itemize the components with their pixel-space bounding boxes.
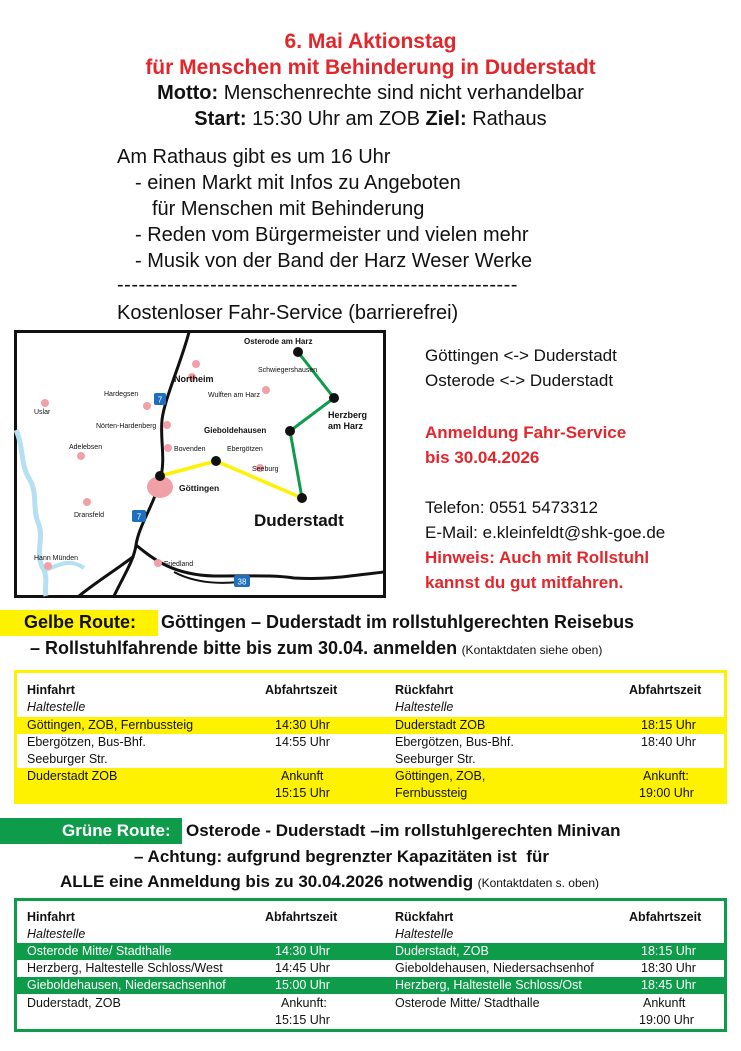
cell-rueck-stop: Duderstadt ZOB <box>395 718 486 732</box>
table-header <box>17 909 724 943</box>
cell-rueck-arrival-label: Ankunft <box>643 996 686 1010</box>
cell-rueck-time: 19:00 Uhr <box>639 1013 694 1027</box>
map-label-herzberg: Herzberg <box>328 410 368 420</box>
header-hinfahrt: Hinfahrt <box>27 910 75 924</box>
cell-hin-time: 14:30 Uhr <box>275 718 330 732</box>
svg-text:7: 7 <box>157 395 163 405</box>
hinweis-line-1: Hinweis: Auch mit Rollstuhl <box>425 548 650 567</box>
green-note: (Kontaktdaten s. oben) <box>477 876 599 890</box>
motto-text: Menschenrechte sind nicht verhandelbar <box>223 82 584 104</box>
road-shield-7b <box>132 510 146 522</box>
svg-text:7: 7 <box>136 512 142 522</box>
table-row <box>17 995 724 1029</box>
map-label-osterode-am-harz: Osterode am Harz <box>244 337 313 346</box>
cell-hin-stop: Duderstadt ZOB <box>27 769 118 783</box>
intro-line-1: Am Rathaus gibt es um 16 Uhr <box>117 146 391 168</box>
map-label-bovenden: Bovenden <box>174 446 206 453</box>
map-label-northeim: Northeim <box>174 374 214 384</box>
hinweis-line-2: kannst du gut mitfahren. <box>425 573 624 592</box>
header-abfahrtszeit-2: Abfahrtszeit <box>629 683 702 697</box>
divider: -------------------------------------------------------- <box>117 274 518 296</box>
start-ziel-line <box>0 108 741 131</box>
map-label-duderstadt: Duderstadt <box>254 511 344 530</box>
cell-hin-time: 14:30 Uhr <box>275 944 330 958</box>
start-text: 15:30 Uhr am ZOB <box>252 108 420 130</box>
email-line[interactable]: E-Mail: e.kleinfeldt@shk-goe.de <box>425 523 666 542</box>
cell-hin-arrival-label: Ankunft <box>281 769 324 783</box>
road-shield-38 <box>234 575 250 587</box>
intro-line-4: - Reden vom Bürgermeister und vielen mehr <box>135 224 529 246</box>
cell-hin-stop: Gieboldehausen, Niedersachsenhof <box>27 978 226 992</box>
table-row <box>17 717 724 734</box>
header-abfahrtszeit-2: Abfahrtszeit <box>629 910 702 924</box>
cell-rueck-time: 18:15 Uhr <box>641 718 696 732</box>
cell-rueck-stop-2: Seeburger Str. <box>395 752 476 766</box>
sub-haltestelle-1: Haltestelle <box>27 700 86 714</box>
route-map <box>14 330 386 598</box>
table-row <box>17 943 724 960</box>
cell-rueck-time: 18:45 Uhr <box>641 978 696 992</box>
green-line-3-wrap <box>60 872 599 892</box>
sub-haltestelle-1: Haltestelle <box>27 927 86 941</box>
intro-line-3: für Menschen mit Behinderung <box>152 198 425 220</box>
cell-hin-arrival-label: Ankunft: <box>281 996 327 1010</box>
map-label-adelebsen: Adelebsen <box>69 444 103 451</box>
cell-rueck-time: 18:30 Uhr <box>641 961 696 975</box>
green-schedule-table <box>14 898 727 1032</box>
yellow-note: (Kontaktdaten siehe oben) <box>461 643 603 657</box>
yellow-line-2-wrap <box>30 638 602 659</box>
cell-rueck-arrival-label: Ankunft: <box>643 769 689 783</box>
route-line-2: Osterode <-> Duderstadt <box>425 371 614 390</box>
header-abfahrtszeit-1: Abfahrtszeit <box>265 910 338 924</box>
header-hinfahrt: Hinfahrt <box>27 683 75 697</box>
intro-line-5: - Musik von der Band der Harz Weser Werke <box>135 250 533 272</box>
sub-haltestelle-2: Haltestelle <box>395 700 454 714</box>
cell-rueck-stop-2: Fernbussteig <box>395 786 468 800</box>
cell-rueck-time: 18:40 Uhr <box>641 735 696 749</box>
map-label-dransfeld: Dransfeld <box>74 512 104 519</box>
map-label-hardegsen: Hardegsen <box>104 391 139 398</box>
cell-rueck-stop: Herzberg, Haltestelle Schloss/Ost <box>395 978 582 992</box>
cell-rueck-time: 19:00 Uhr <box>639 786 694 800</box>
yellow-heading: Göttingen – Duderstadt im rollstuhlgerechten Reisebus <box>161 612 635 632</box>
map-label-hann-münden: Hann Münden <box>34 555 78 562</box>
route-line-1: Göttingen <-> Duderstadt <box>425 346 617 365</box>
map-label-seeburg: Seeburg <box>252 466 279 473</box>
cell-hin-stop: Ebergötzen, Bus-Bhf. <box>27 735 146 749</box>
cell-hin-stop-2: Seeburger Str. <box>27 752 108 766</box>
yellow-line-2: – Rollstuhlfahrende bitte bis zum 30.04. anmelden <box>30 638 458 658</box>
cell-hin-stop: Osterode Mitte/ Stadthalle <box>27 944 172 958</box>
cell-hin-stop: Göttingen, ZOB, Fernbussteig <box>27 718 194 732</box>
service-line: Kostenloser Fahr-Service (barrierefrei) <box>117 302 459 324</box>
motto-label: Motto: <box>157 82 219 104</box>
map-label-uslar: Uslar <box>34 409 51 416</box>
green-line-2: – Achtung: aufgrund begrenzter Kapazitäten ist für <box>134 847 549 866</box>
telefon-line[interactable]: Telefon: 0551 5473312 <box>425 498 598 517</box>
cell-hin-stop: Duderstadt, ZOB <box>27 996 121 1010</box>
cell-rueck-time: 18:15 Uhr <box>641 944 696 958</box>
cell-rueck-stop: Gieboldehausen, Niedersachsenhof <box>395 961 594 975</box>
cell-hin-time: 14:45 Uhr <box>275 961 330 975</box>
anmeldung-line-2: bis 30.04.2026 <box>425 448 540 467</box>
cell-rueck-stop: Duderstadt, ZOB <box>395 944 489 958</box>
sub-haltestelle-2: Haltestelle <box>395 927 454 941</box>
ziel-label: Ziel: <box>425 108 467 130</box>
map-label-wulften-am-harz: Wulften am Harz <box>208 392 260 399</box>
cell-hin-time: 15:15 Uhr <box>275 786 330 800</box>
green-label: Grüne Route: <box>62 821 171 840</box>
ziel-text: Rathaus <box>472 108 547 130</box>
green-heading: Osterode - Duderstadt –im rollstuhlgerechten Minivan <box>186 821 621 840</box>
motto-line <box>0 82 741 105</box>
header-abfahrtszeit-1: Abfahrtszeit <box>265 683 338 697</box>
map-label-ebergötzen: Ebergötzen <box>227 446 263 453</box>
header-rueckfahrt: Rückfahrt <box>395 683 454 697</box>
svg-text:38: 38 <box>237 577 247 587</box>
map-label-schwiegershausen: Schwiegershausen <box>258 367 318 374</box>
title-line-1: 6. Mai Aktionstag <box>284 30 457 53</box>
cell-rueck-stop: Göttingen, ZOB, <box>395 769 486 783</box>
table-row <box>17 734 724 768</box>
map-label-nörten-hardenberg: Nörten-Hardenberg <box>96 423 157 430</box>
cell-hin-time: 14:55 Uhr <box>275 735 330 749</box>
anmeldung-line-1: Anmeldung Fahr-Service <box>425 423 627 442</box>
cell-hin-stop: Herzberg, Haltestelle Schloss/West <box>27 961 223 975</box>
map-label-gieboldehausen: Gieboldehausen <box>204 426 267 435</box>
start-label: Start: <box>194 108 247 130</box>
cell-rueck-stop: Osterode Mitte/ Stadthalle <box>395 996 540 1010</box>
table-header <box>17 682 724 718</box>
map-label-friedland: Friedland <box>164 561 194 568</box>
green-line-3: ALLE eine Anmeldung bis zu 30.04.2026 notwendig <box>60 872 474 891</box>
map-label-am-harz: am Harz <box>328 421 364 431</box>
table-row <box>17 977 724 994</box>
yellow-schedule-table <box>14 670 727 804</box>
map-label-göttingen: Göttingen <box>179 483 220 493</box>
title-line-2: für Menschen mit Behinderung in Duderstadt <box>145 56 596 79</box>
cell-hin-time: 15:15 Uhr <box>275 1013 330 1027</box>
table-row <box>17 960 724 977</box>
road-shield-7a <box>154 393 166 405</box>
table-row <box>17 768 724 802</box>
cell-rueck-stop: Ebergötzen, Bus-Bhf. <box>395 735 514 749</box>
intro-line-2: - einen Markt mit Infos zu Angeboten <box>135 172 461 194</box>
header-rueckfahrt: Rückfahrt <box>395 910 454 924</box>
yellow-label: Gelbe Route: <box>24 612 137 632</box>
cell-hin-time: 15:00 Uhr <box>275 978 330 992</box>
